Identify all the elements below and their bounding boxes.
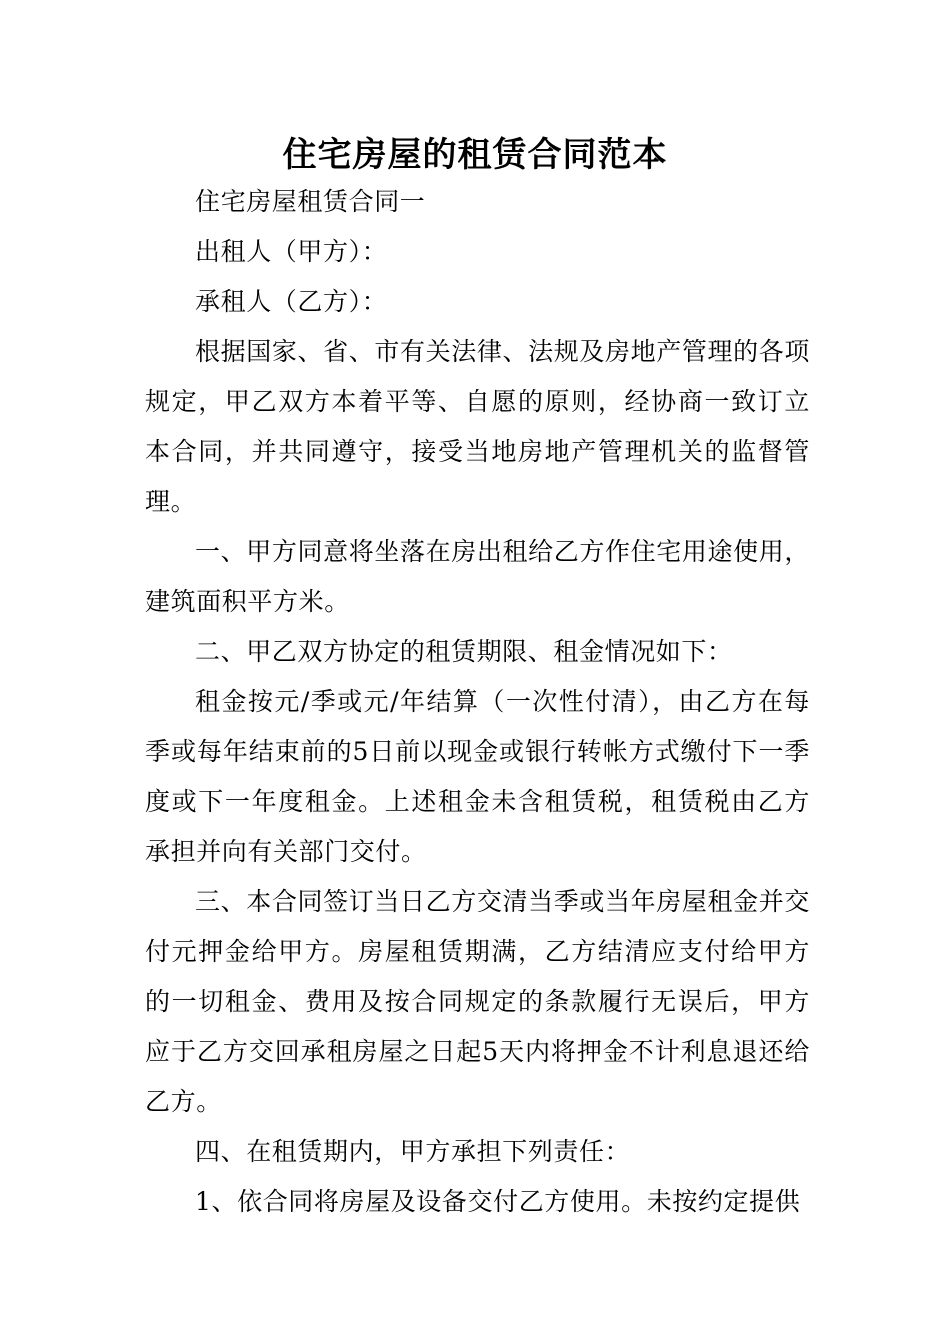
paragraph-clause-3: 三、本合同签订当日乙方交清当季或当年房屋租金并交付元押金给甲方。房屋租赁期满，乙方结清应支付给甲方的一切租金、费用及按合同规定的条款履行无误后，甲方应于乙方交回承租房屋之日起5天内将押金不计利息退还给乙方。 <box>145 887 810 1116</box>
paragraph-rent-terms: 租金按元/季或元/年结算（一次性付清），由乙方在每季或每年结束前的5日前以现金或银行转帐方式缴付下一季度或下一年度租金。上述租金未含租赁税，租赁税由乙方承担并向有关部门交付。 <box>145 687 810 866</box>
page-title: 住宅房屋的租赁合同范本 <box>282 135 668 175</box>
paragraph-preamble: 根据国家、省、市有关法律、法规及房地产管理的各项规定，甲乙双方本着平等、自愿的原则，经协商一致订立本合同，并共同遵守，接受当地房地产管理机关的监督管理。 <box>145 337 810 516</box>
paragraph-clause-2: 二、甲乙双方协定的租赁期限、租金情况如下： <box>195 637 733 666</box>
paragraph-subtitle: 住宅房屋租赁合同一 <box>195 187 426 216</box>
paragraph-lessee: 承租人（乙方）： <box>195 287 388 316</box>
paragraph-clause-4: 四、在租赁期内，甲方承担下列责任： <box>195 1137 631 1166</box>
paragraph-lessor: 出租人（甲方）： <box>195 237 388 266</box>
paragraph-clause-4-item-1: 1、依合同将房屋及设备交付乙方使用。未按约定提供 <box>195 1187 801 1216</box>
paragraph-clause-1: 一、甲方同意将坐落在房出租给乙方作住宅用途使用，建筑面积平方米。 <box>145 537 810 616</box>
document-body <box>145 177 810 1227</box>
